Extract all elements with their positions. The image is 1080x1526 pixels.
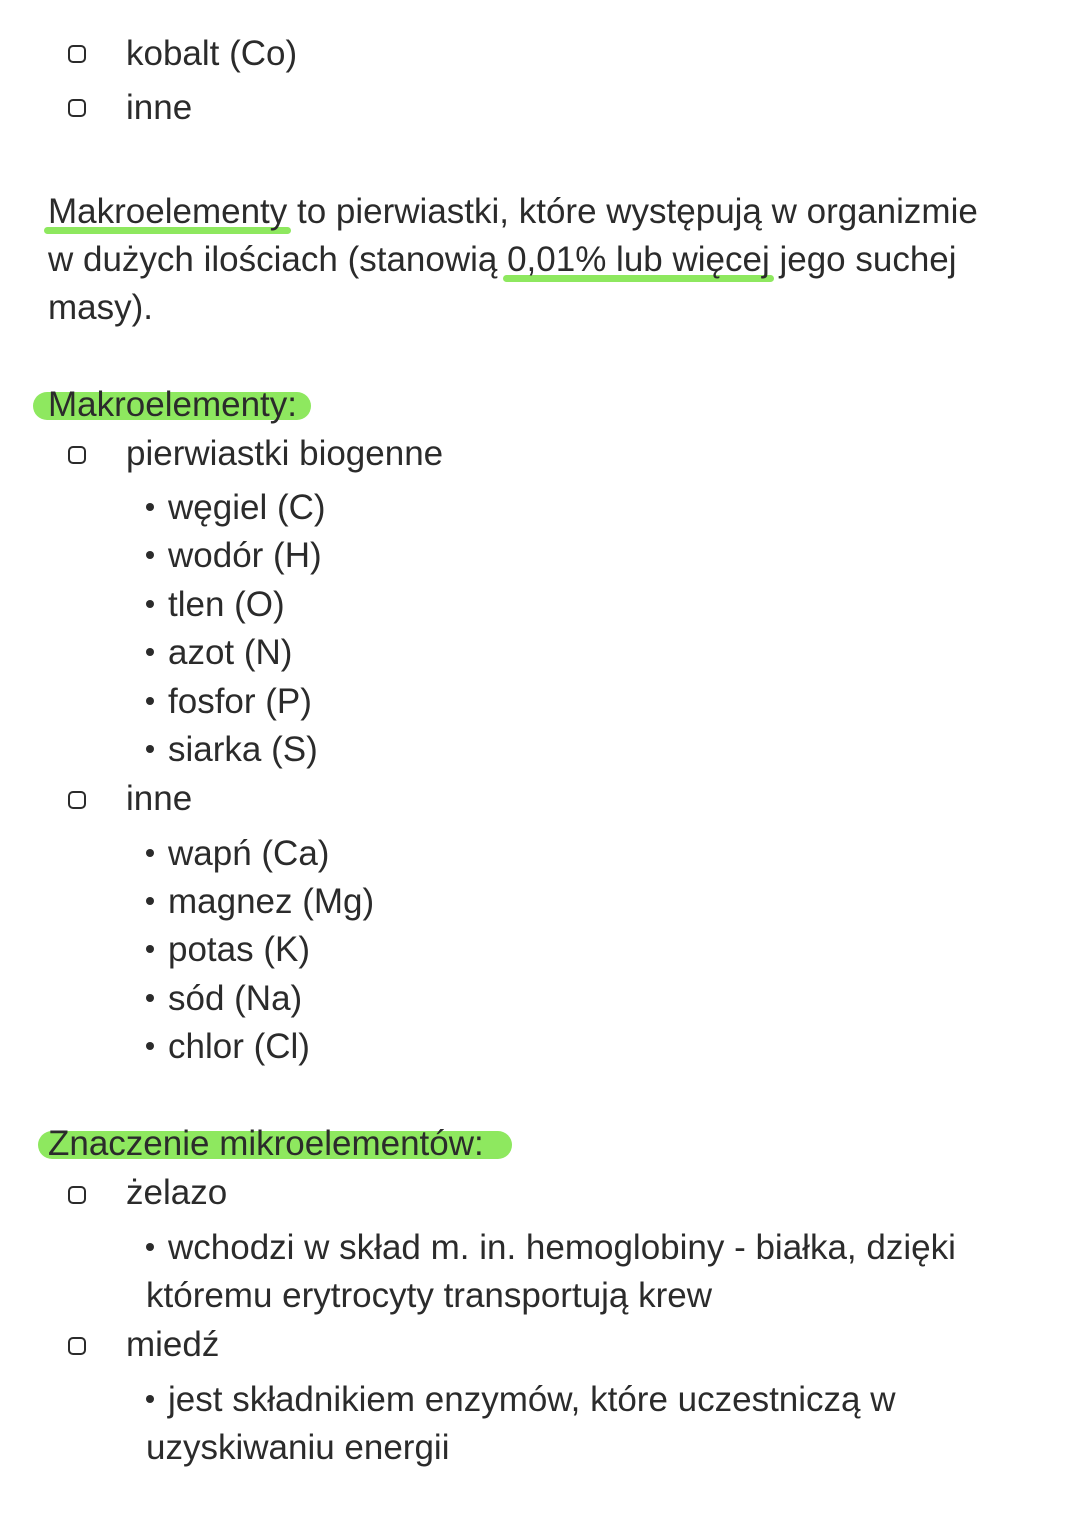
section-heading-macro: Makroelementy: [48, 385, 297, 424]
list-item: azot (N) [146, 629, 292, 677]
list-item: sód (Na) [146, 975, 302, 1023]
checkbox-icon [68, 99, 86, 117]
section-heading-micro: Znaczenie mikroelementów: [48, 1124, 484, 1163]
checkbox-icon [68, 1186, 86, 1204]
bullet-icon [146, 648, 154, 656]
bullet-icon [146, 945, 154, 953]
list-item: fosfor (P) [146, 678, 312, 726]
group-label: żelazo [126, 1173, 228, 1212]
list-item: siarka (S) [146, 726, 318, 774]
list-item: wapń (Ca) [146, 830, 329, 878]
list-item: tlen (O) [146, 581, 285, 629]
list-item: wodór (H) [146, 532, 322, 580]
bullet-icon [146, 1042, 154, 1050]
list-item: magnez (Mg) [146, 878, 374, 926]
definition-line-3: masy). [48, 288, 153, 327]
list-item: potas (K) [146, 926, 310, 974]
bullet-icon [146, 849, 154, 857]
description-line: jest składnikiem enzymów, które uczestniczą w [146, 1376, 896, 1424]
bullet-icon [146, 551, 154, 559]
bullet-icon [146, 600, 154, 608]
list-item: chlor (Cl) [146, 1023, 310, 1071]
bullet-icon [146, 745, 154, 753]
bullet-icon [146, 1243, 154, 1251]
checkbox-icon [68, 45, 86, 63]
group-label: inne [126, 779, 193, 818]
description-line: wchodzi w skład m. in. hemoglobiny - białka, dzięki [146, 1224, 956, 1272]
description-line: uzyskiwaniu energii [146, 1428, 450, 1467]
group-label: miedź [126, 1325, 220, 1364]
definition-line-2: w dużych ilościach (stanowią 0,01% lub więcej jego suchej [48, 236, 957, 284]
list-item: inne [126, 88, 193, 127]
definition-line-1: Makroelementy to pierwiastki, które występują w organizmie [48, 188, 978, 236]
bullet-icon [146, 994, 154, 1002]
group-label: pierwiastki biogenne [126, 434, 444, 473]
checkbox-icon [68, 446, 86, 464]
bullet-icon [146, 503, 154, 511]
checkbox-icon [68, 1337, 86, 1355]
bullet-icon [146, 697, 154, 705]
description-line: któremu erytrocyty transportują krew [146, 1276, 713, 1315]
bullet-icon [146, 897, 154, 905]
definition-highlight: 0,01% lub więcej [507, 236, 770, 284]
definition-term: Makroelementy [48, 188, 287, 236]
list-item: kobalt (Co) [126, 34, 298, 73]
bullet-icon [146, 1395, 154, 1403]
list-item: węgiel (C) [146, 484, 326, 532]
checkbox-icon [68, 791, 86, 809]
